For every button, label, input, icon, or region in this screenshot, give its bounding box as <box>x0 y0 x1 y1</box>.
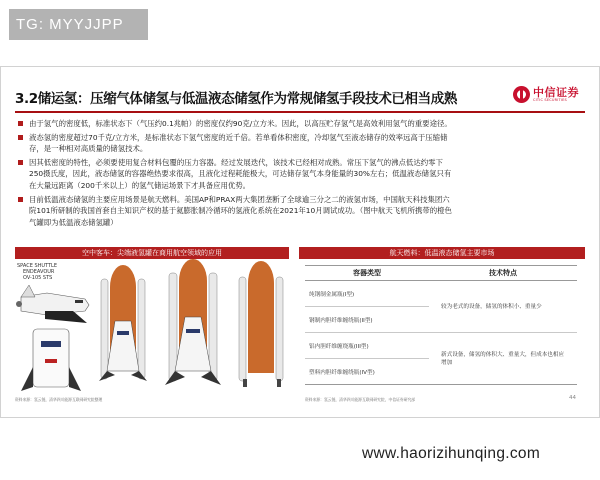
shuttle-label-1: SPACE SHUTTLE <box>17 263 57 269</box>
left-source-note: 资料来源：氢云链，清华四川能源互联网研究院整理 <box>15 397 103 402</box>
bullet-line: 在大量远距离（200千米以上）的氢气储运场景下才具备应用优势。 <box>29 180 251 190</box>
table-wrap <box>299 259 585 392</box>
shuttle-stack-2 <box>165 259 221 385</box>
bullet-line: 液态氢的密度超过70千克/立方米，是标准状态下氢气密度的近千倍。若单看体积密度，冷却氢气至液态储存的效率远高于压缩储 <box>29 132 448 142</box>
bullet-square-icon <box>18 197 23 202</box>
bullet-line: 院101所研制的我国首套自主知识产权的基于氦膨胀制冷循环的氢液化系统在2021年10月调试成功。（图中航天飞机所携带的橙色 <box>29 206 452 216</box>
table-cell-type: 钢制内胆纤维缠绕瓶(II型) <box>305 307 429 333</box>
slide-title: 3.2储运氢：压缩气体储氢与低温液态储氢作为常规储氢手段技术已相当成熟 <box>15 91 457 107</box>
logo-cn-text: 中信证券 <box>533 85 579 99</box>
bullet-list <box>15 118 581 230</box>
table-cell-feature: 较为老式的设备，储氢的体积小、重量少 <box>441 303 542 310</box>
shuttle-panel-banner: 空中客车：尖端液氢罐在商用航空领域的应用 <box>15 247 289 259</box>
bullet-line: 250摄氏度，因此，液态储氢的容器绝热要求很高，且液化过程耗能极大，可达储存氢气本身能量的30%左右；低温液态储氢只有 <box>29 169 452 179</box>
bullet-line: 由于氢气的密度低，标准状态下（气压约0.1兆帕）的密度仅约90克/立方米。因此，以高压贮存氢气是高效利用氢气的重要途径。 <box>29 119 452 128</box>
table-cell-feature: 新式设备，储氢的体积大、重量大，但成本也相应增加 <box>441 351 565 366</box>
space-shuttle-image <box>15 259 289 392</box>
bullet-item <box>15 132 581 155</box>
table-header-feature: 技术特点 <box>429 266 577 281</box>
bullet-line: 因其低密度的特性，必须要使用复合材料包覆的压力容器。经过发展迭代，该技术已经相对成熟。常压下氢气的沸点低达约零下 <box>29 157 443 167</box>
shuttle-panel <box>15 247 289 392</box>
orbiter-side-view <box>16 285 89 323</box>
table-row <box>305 333 577 359</box>
bullet-square-icon <box>18 121 23 126</box>
bullet-item <box>15 118 581 130</box>
shuttle-label-3: OV-105 STS <box>23 275 53 281</box>
bullet-line: 气罐即为低温液态储氢罐） <box>29 217 118 227</box>
bullet-item <box>15 194 581 229</box>
bullet-square-icon <box>18 135 23 140</box>
title-rule <box>15 111 585 113</box>
table-cell-type: 铝内胆纤维缠绕瓶(III型) <box>305 333 429 359</box>
watermark-tag: TG: MYYJJPP <box>9 9 148 40</box>
bullet-line: 存，是一种相对高质量的储氢技术。 <box>29 144 148 154</box>
right-source-note: 资料来源：氢云链，清华四川能源互联网研究院，中信证券研究部 <box>305 397 416 402</box>
page-number: 44 <box>569 395 576 401</box>
bullet-item <box>15 157 581 192</box>
table-cell-type: 塑料内胆纤维缠绕瓶(IV型) <box>305 359 429 385</box>
citic-logo <box>513 86 579 103</box>
table-panel-banner: 航天燃料：低温液态储氢主要市场 <box>299 247 585 259</box>
storage-table-panel <box>299 247 585 392</box>
bullet-square-icon <box>18 160 23 165</box>
table-row <box>305 281 577 307</box>
shuttle-stack-3 <box>239 261 283 387</box>
orbiter-front-view <box>21 329 81 391</box>
table-cell-type: 纯钢制金属瓶(I型) <box>309 291 355 298</box>
citic-logo-icon <box>513 86 530 103</box>
logo-en-text: CITIC SECURITIES <box>533 97 567 102</box>
container-type-table <box>305 265 577 385</box>
shuttle-illustration <box>15 259 289 392</box>
shuttle-stack-1 <box>99 265 147 381</box>
table-header-type: 容器类型 <box>305 266 429 281</box>
shuttle-label-2: ENDEAVOUR <box>23 269 55 275</box>
slide <box>0 66 600 418</box>
bullet-line: 目前低温液态储氢的主要应用场景是航天燃料。美国AP和PRAX两大集团垄断了全球逾三分之二的液氢市场，中国航天科技集团六 <box>29 194 450 204</box>
watermark-url: www.haorizihunqing.com <box>362 445 541 462</box>
